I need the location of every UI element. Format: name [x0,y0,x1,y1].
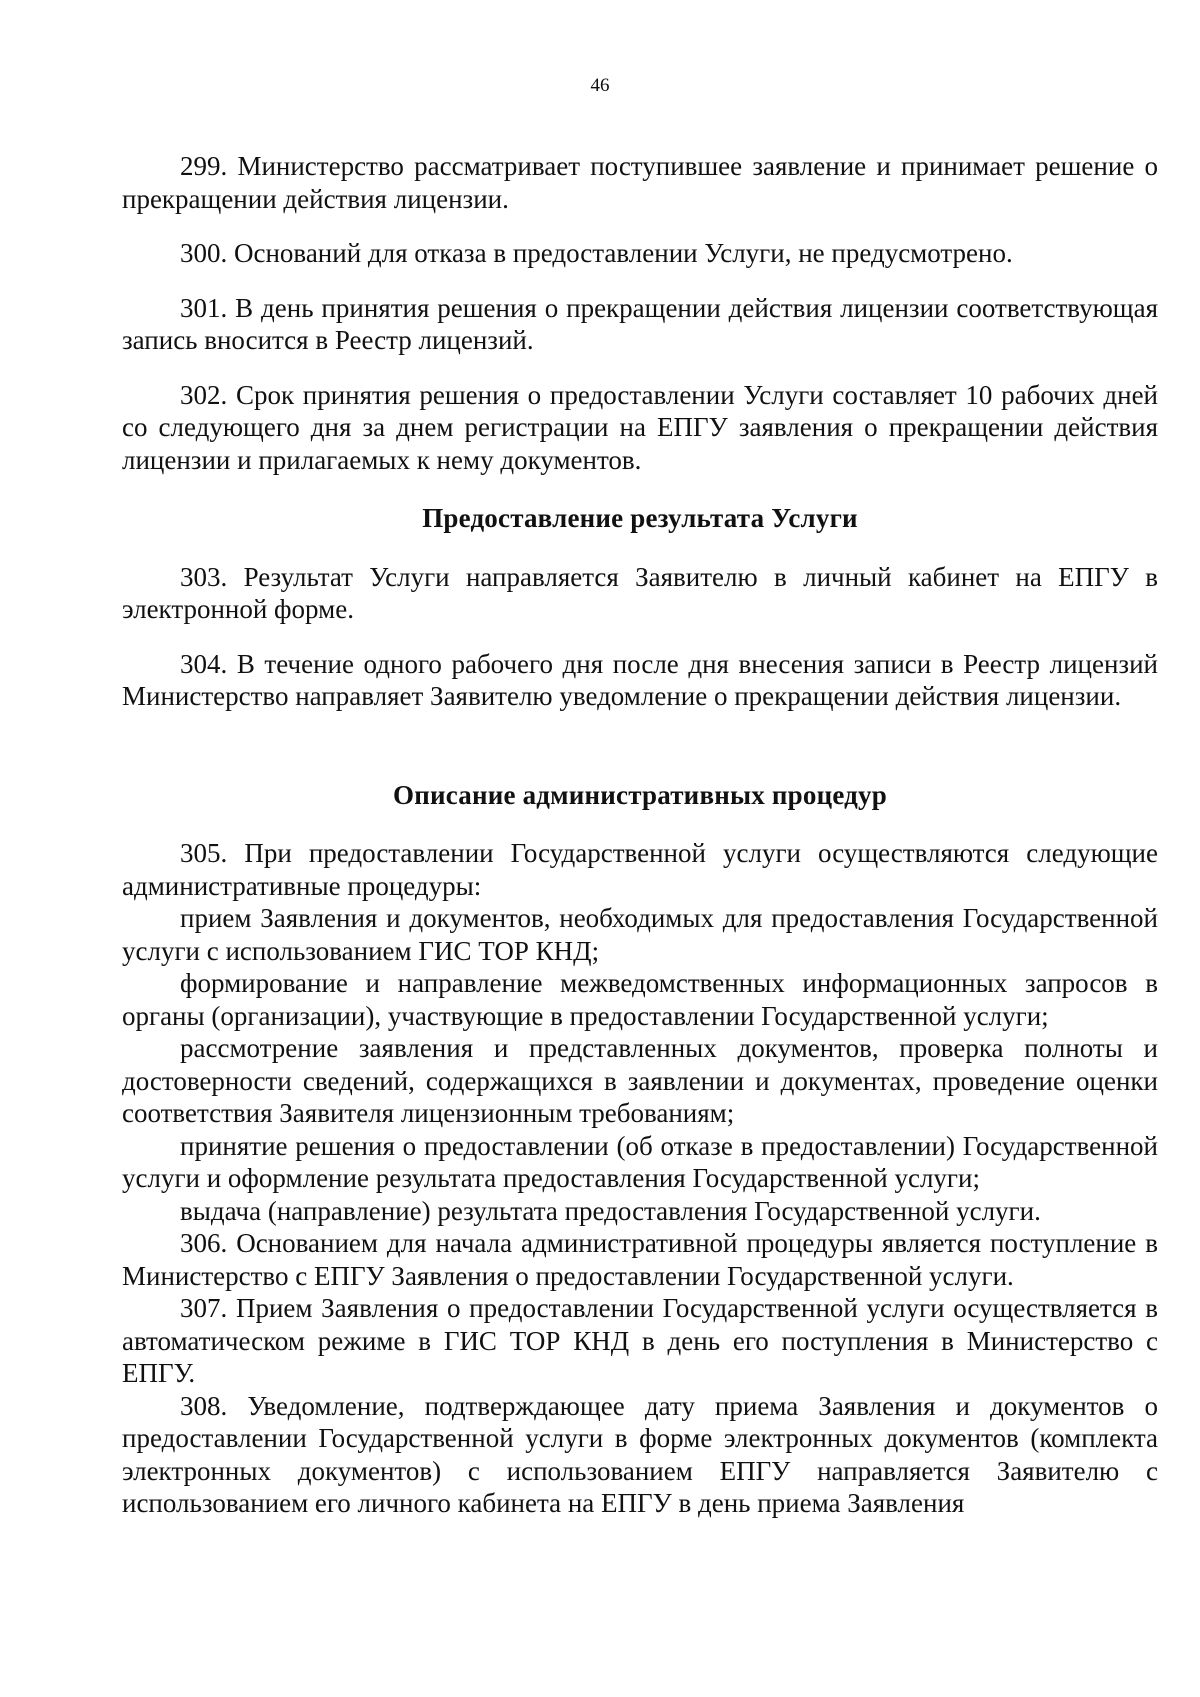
paragraph-302: 302. Срок принятия решения о предоставлении Услуги составляет 10 рабочих дней со следующего дня за днем регистрации на ЕПГУ заявления о прекращении действия лицензии и прилагаемых к нему документов. [122,379,1158,475]
procedure-item-decision: принятие решения о предоставлении (об отказе в предоставлении) Государственной услуги и оформление результата предоставления Государственной услуги; [122,1130,1158,1193]
document-body [122,150,1158,1520]
procedure-item-issuance: выдача (направление) результата предоставления Государственной услуги. [180,1195,1041,1226]
paragraph-308: 308. Уведомление, подтверждающее дату приема Заявления и документов о предоставлении Государственной услуги в форме электронных документов (комплекта электронных документов) с использованием ЕПГУ направляется Заявителю с использованием его личного кабинета на ЕПГУ в день приема Заявления [122,1390,1158,1518]
procedure-item-review: рассмотрение заявления и представленных документов, проверка полноты и достоверности сведений, содержащихся в заявлении и документах, проведение оценки соответствия Заявителя лицензионным требованиям; [122,1033,1158,1128]
paragraph-301: 301. В день принятия решения о прекращении действия лицензии соответствующая запись вносится в Реестр лицензий. [122,292,1158,355]
section-heading-result: Предоставление результата Услуги [422,503,858,533]
procedure-item-reception: прием Заявления и документов, необходимых для предоставления Государственной услуги с использованием ГИС ТОР КНД; [122,903,1158,966]
page-number: 46 [590,75,610,96]
paragraph-303: 303. Результат Услуги направляется Заявителю в личный кабинет на ЕПГУ в электронной форме. [122,561,1158,624]
section-heading-procedures: Описание административных процедур [393,779,887,810]
paragraph-300: 300. Оснований для отказа в предоставлении Услуги, не предусмотрено. [180,238,1013,268]
paragraph-299: 299. Министерство рассматривает поступившее заявление и принимает решение о прекращении действия лицензии. [122,151,1158,214]
paragraph-306: 306. Основанием для начала административной процедуры является поступление в Министерство с ЕПГУ Заявления о предоставлении Государственной услуги. [122,1228,1158,1291]
paragraph-307: 307. Прием Заявления о предоставлении Государственной услуги осуществляется в автоматическом режиме в ГИС ТОР КНД в день его поступления в Министерство с ЕПГУ. [122,1293,1158,1388]
paragraph-304: 304. В течение одного рабочего дня после дня внесения записи в Реестр лицензий Министерство направляет Заявителю уведомление о прекращении действия лицензии. [122,648,1158,711]
procedure-item-requests: формирование и направление межведомственных информационных запросов в органы (организации), участвующие в предоставлении Государственной услуги; [122,968,1158,1031]
paragraph-305: 305. При предоставлении Государственной услуги осуществляются следующие административные процедуры: [122,838,1158,901]
